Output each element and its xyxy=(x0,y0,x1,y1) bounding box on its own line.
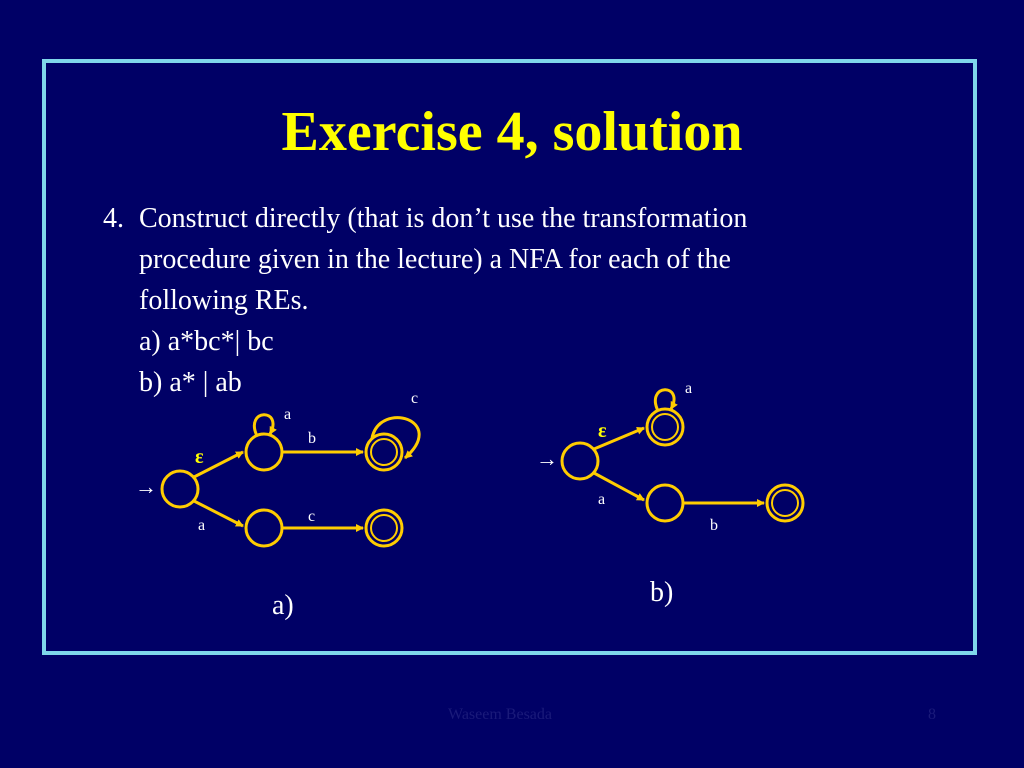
nfa-b-start-arrow: → xyxy=(536,446,558,471)
nfa-a-b-label: b xyxy=(308,430,316,447)
nfa-a-state-2 xyxy=(246,510,282,546)
nfa-a-a-label: a xyxy=(198,517,206,534)
nfa-b-loop-a-label: a xyxy=(685,380,693,397)
nfa-a-epsilon-label: ε xyxy=(195,446,204,468)
nfa-a-c-label: c xyxy=(308,508,316,525)
question-line-1: Construct directly (that is don’t use the transformation xyxy=(139,203,748,234)
nfa-b-a-label: a xyxy=(598,491,606,508)
nfa-a-loop-a-label: a xyxy=(284,406,292,423)
nfa-b-epsilon-label: ε xyxy=(598,420,607,442)
nfa-a-state-accept-2-inner xyxy=(371,515,397,541)
nfa-b-state-accept-1-inner xyxy=(652,414,678,440)
nfa-b xyxy=(536,380,803,534)
nfa-a-state-1 xyxy=(246,434,282,470)
nfa-a-start-arrow: → xyxy=(135,474,157,499)
nfa-b-state-accept-2-inner xyxy=(772,490,798,516)
question-line-2: procedure given in the lecture) a NFA for each of the xyxy=(139,244,731,275)
nfa-a-loop-c-label: c xyxy=(411,390,419,407)
caption-a: a) xyxy=(272,590,294,621)
item-number: 4. xyxy=(103,203,124,234)
nfa-a-state-start xyxy=(162,471,198,507)
regex-a: a) a*bc*| bc xyxy=(139,326,274,357)
slide-title: Exercise 4, solution xyxy=(281,101,743,163)
nfa-b-b-label: b xyxy=(710,517,718,534)
nfa-b-state-start xyxy=(562,443,598,479)
nfa-a xyxy=(135,390,419,546)
regex-b: b) a* | ab xyxy=(139,367,242,398)
nfa-a-state-accept-1-inner xyxy=(371,439,397,465)
question-line-3: following REs. xyxy=(139,285,309,316)
footer-author: Waseem Besada xyxy=(448,706,552,723)
nfa-b-state-1 xyxy=(647,485,683,521)
footer-page-number: 8 xyxy=(928,706,936,723)
caption-b: b) xyxy=(650,577,674,608)
